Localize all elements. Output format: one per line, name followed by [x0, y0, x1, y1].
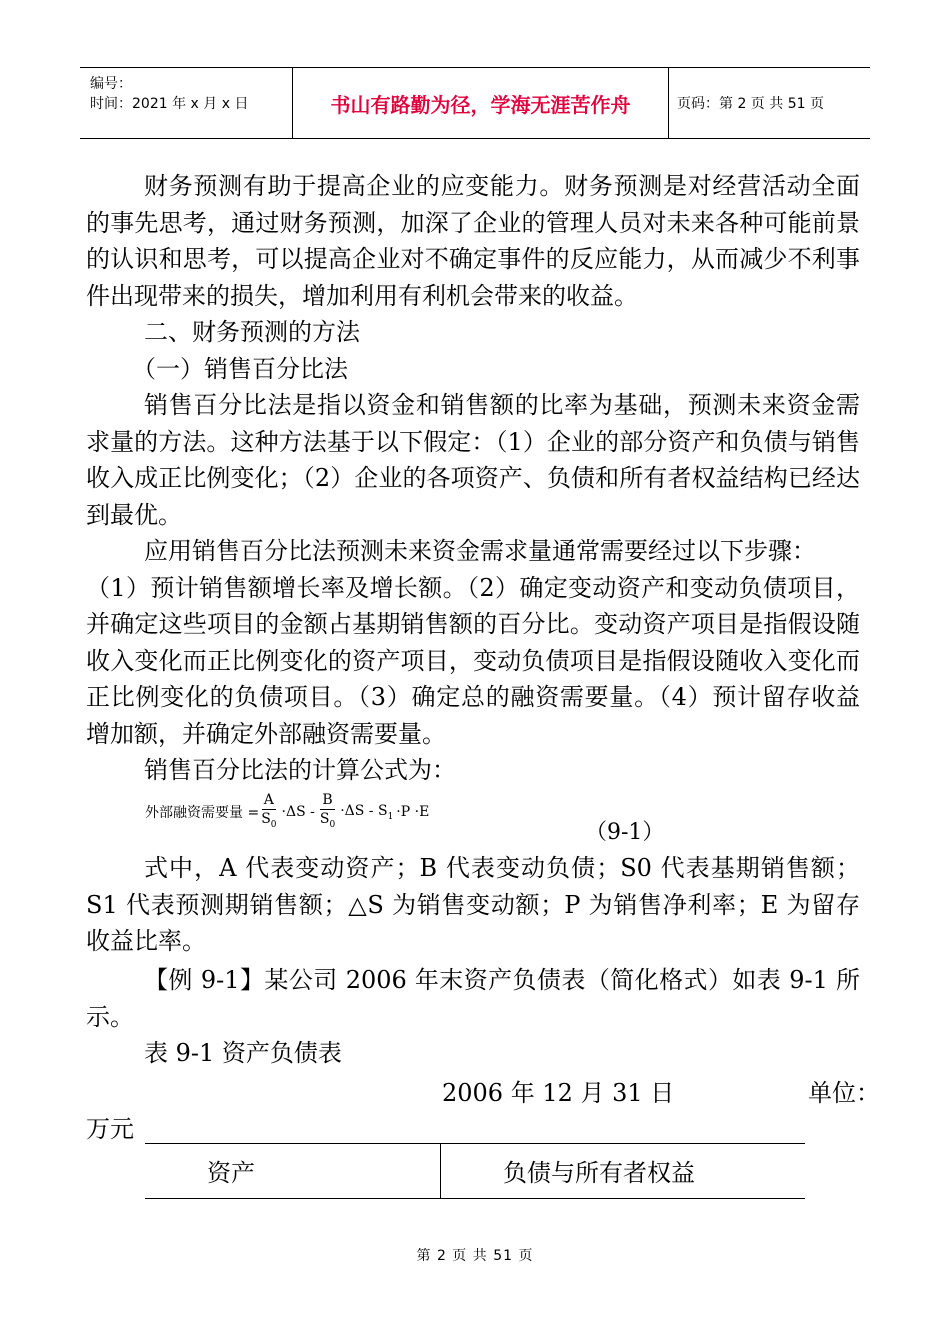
subsection-heading: （一）销售百分比法 [132, 354, 348, 383]
column-header-assets: 资产 [145, 1143, 441, 1198]
table-caption: 表 9-1 资产负债表 [144, 1039, 342, 1067]
formula-number: （9-1） [585, 820, 665, 845]
header-motto: 书山有路勤为径，学海无涯苦作舟 [293, 68, 669, 138]
formula-operator: $\cdot\Delta S - S_1$ [340, 802, 394, 822]
paragraph-method-definition: 销售百分比法是指以资金和销售额的比率为基础，预测未来资金需求量的方法。这种方法基于以下假定：（1）企业的部分资产和负债与销售收入成正比例变化；（2）企业的各项资产、负债和所有者权益结构已经达到最优。 [86, 391, 860, 529]
fraction-b-over-s0 [320, 791, 335, 834]
paragraph-symbol-definitions: 式中，A 代表变动资产；B 代表变动负债；S0 代表基期销售额；S1 代表预测期销售额；△S 为销售变动额；P 为销售净利率；E 为留存收益比率。 [86, 854, 860, 955]
paragraph-formula-intro: 销售百分比法的计算公式为： [144, 756, 456, 784]
formula-tail: ·P ·E [396, 804, 430, 820]
fraction-denominator: $S_0$ [319, 810, 336, 830]
page-footer: 第 2 页 共 51 页 [416, 1248, 534, 1264]
paragraph-steps-intro: 应用销售百分比法预测未来资金需求量通常需要经过以下步骤： [144, 537, 816, 565]
formula-lhs: 外部融资需要量 = [145, 805, 260, 821]
column-header-liabilities: 负债与所有者权益 [503, 1159, 695, 1187]
document-number-label: 编号： [90, 76, 132, 92]
table-date: 2006 年 12 月 31 日 [442, 1079, 675, 1107]
formula-operator: ·ΔS - [281, 804, 315, 820]
fraction-numerator: B [322, 791, 333, 808]
paragraph-example: 【例 9-1】某公司 2006 年末资产负债表（简化格式）如表 9-1 所示。 [86, 966, 860, 1031]
main-content [86, 168, 860, 789]
formula [145, 788, 429, 836]
page-header [80, 67, 870, 139]
header-meta [80, 68, 293, 138]
paragraph-forecast-ability: 财务预测有助于提高企业的应变能力。财务预测是对经营活动全面的事先思考，通过财务预测，加深了企业的管理人员对未来各种可能前景的认识和思考，可以提高企业对不确定事件的反应能力，从而减少不利事件出现带来的损失，增加利用有利机会带来的收益。 [86, 172, 860, 310]
fraction-a-over-s0 [261, 791, 276, 834]
unit-label: 单位： [808, 1079, 880, 1107]
unit-value: 万元 [86, 1115, 134, 1143]
section-heading: 二、财务预测的方法 [144, 318, 360, 346]
paragraph-steps: （1）预计销售额增长率及增长额。（2）确定变动资产和变动负债项目，并确定这些项目的金额占基期销售额的百分比。变动资产项目是指假设随收入变化而正比例变化的资产项目，变动负债项目是指假设随收入变化而正比例变化的负债项目。（3）确定总的融资需要量。（4）预计留存收益增加额，并确定外部融资需要量。 [86, 573, 860, 748]
document-time-label: 时间：2021 年 x 月 x 日 [90, 96, 249, 112]
header-page-info: 页码：第 2 页 共 51 页 [677, 96, 824, 112]
fraction-denominator: $S_0$ [261, 810, 277, 830]
fraction-numerator: A [263, 791, 274, 808]
table-header-row [145, 1143, 805, 1199]
